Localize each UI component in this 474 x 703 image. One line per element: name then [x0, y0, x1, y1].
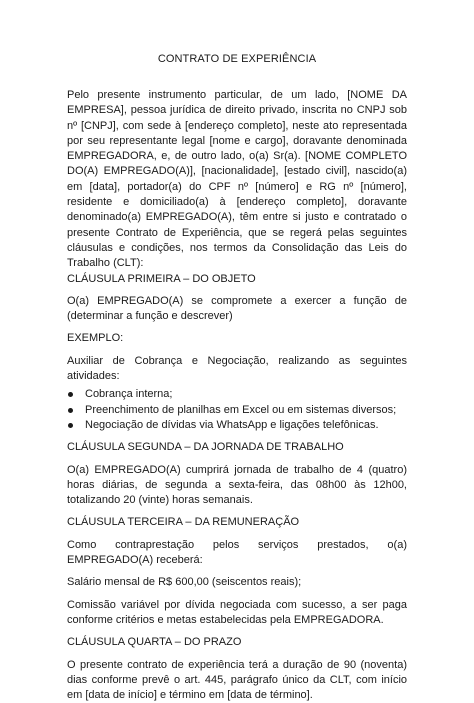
clause1-paragraph: O(a) EMPREGADO(A) se compromete a exercer a função de (determinar a função e descrever) [67, 294, 407, 325]
clause3-heading: CLÁUSULA TERCEIRA – DA REMUNERAÇÃO [67, 515, 407, 530]
example-paragraph: Auxiliar de Cobrança e Negociação, realizando as seguintes atividades: [67, 354, 407, 385]
clause2-paragraph: O(a) EMPREGADO(A) cumprirá jornada de trabalho de 4 (quatro) horas diárias, de segunda a sexta-feira, das 08h00 às 12h00, totalizando 20 (vinte) horas semanais. [67, 463, 407, 509]
list-item: Cobrança interna; [67, 387, 407, 402]
bullet-icon [68, 392, 73, 397]
document-body [67, 88, 407, 703]
bullet-icon [68, 408, 73, 413]
clause4-heading: CLÁUSULA QUARTA – DO PRAZO [67, 635, 407, 650]
commission-paragraph: Comissão variável por dívida negociada com sucesso, a ser paga conforme critérios e metas estabelecidas pela EMPREGADORA. [67, 598, 407, 629]
list-item: Preenchimento de planilhas em Excel ou em sistemas diversos; [67, 403, 407, 418]
clause1-heading: CLÁUSULA PRIMEIRA – DO OBJETO [67, 272, 407, 287]
example-label: EXEMPLO: [67, 331, 407, 346]
document-title: CONTRATO DE EXPERIÊNCIA [0, 53, 474, 65]
clause4-paragraph: O presente contrato de experiência terá a duração de 90 (noventa) dias conforme prevê o art. 445, parágrafo único da CLT, com início em [data de início] e término em [data de término]. [67, 658, 407, 703]
salary-line: Salário mensal de R$ 600,00 (seiscentos reais); [67, 575, 407, 590]
intro-paragraph: Pelo presente instrumento particular, de um lado, [NOME DA EMPRESA], pessoa jurídica de direito privado, inscrita no CNPJ sob nº [CNPJ], com sede à [endereço completo], neste ato representada por seu representante legal [nome e cargo], doravante denominada EMPREGADORA, e, de outro lado, o(a) Sr(a). [NOME COMPLETO DO(A) EMPREGADO(A)], [nacionalidade], [estado civil], nascido(a) em [data], portador(a) do CPF nº [número] e RG nº [número], residente e domiciliado(a) à [endereço completo], doravante denominado(a) EMPREGADO(A), têm entre si justo e contratado o presente Contrato de Experiência, que se regerá pelas seguintes cláusulas e condições, nos termos da Consolidação das Leis do Trabalho (CLT): [67, 88, 407, 272]
clause3-paragraph: Como contraprestação pelos serviços prestados, o(a) EMPREGADO(A) receberá: [67, 538, 407, 569]
bullet-icon [68, 423, 73, 428]
list-item: Negociação de dívidas via WhatsApp e ligações telefônicas. [67, 418, 407, 433]
clause2-heading: CLÁUSULA SEGUNDA – DA JORNADA DE TRABALHO [67, 440, 407, 455]
activities-list [67, 387, 407, 433]
